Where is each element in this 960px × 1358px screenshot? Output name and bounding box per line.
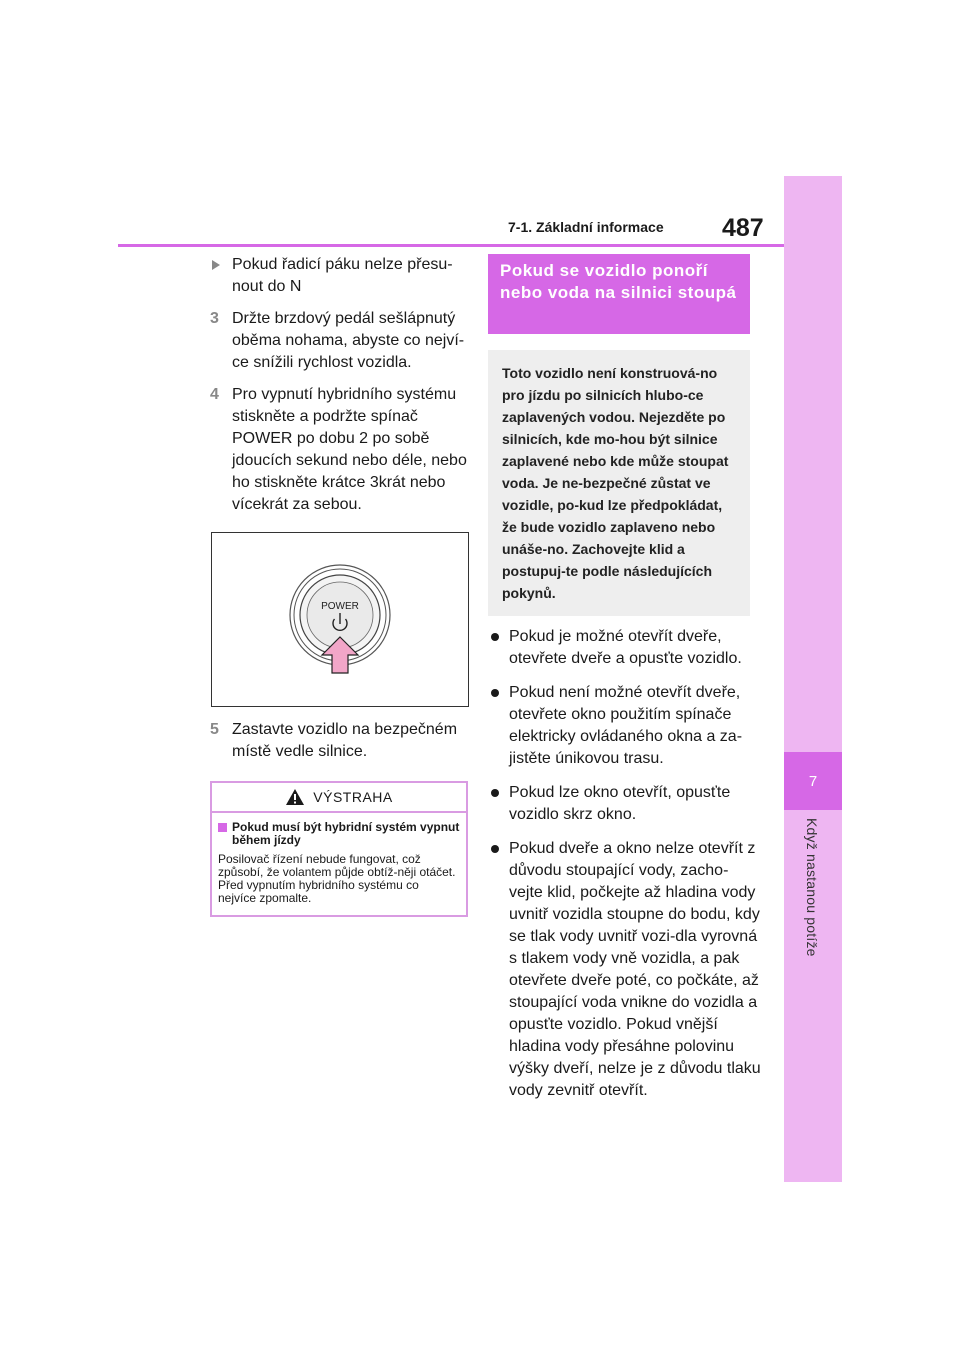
- chapter-number-tab[interactable]: 7: [784, 752, 842, 810]
- step-number: 3: [210, 310, 219, 327]
- bullet-item: [488, 838, 762, 1102]
- step-3: [210, 308, 472, 374]
- bullet-text: Pokud je možné otevřít dveře, otevřete dveře a opusťte vozidlo.: [509, 628, 742, 667]
- warning-subtitle: [218, 821, 460, 847]
- warning-subtitle-text: Pokud musí být hybridní systém vypnut během jízdy: [232, 820, 460, 847]
- side-tab: [784, 176, 842, 1182]
- sub-step: [210, 254, 472, 298]
- right-column: [488, 254, 762, 1114]
- warning-title: VÝSTRAHA: [313, 789, 393, 805]
- section-heading-box: Pokud se vozidlo ponoří nebo voda na silnici stoupá: [488, 254, 750, 334]
- bullet-item: [488, 682, 762, 770]
- warning-header: [212, 783, 466, 813]
- step-4: [210, 384, 472, 516]
- warning-icon: [285, 788, 305, 806]
- bullet-dot-icon: [491, 789, 499, 797]
- left-column: [210, 254, 472, 917]
- square-bullet-icon: [218, 823, 227, 832]
- page-number: 487: [722, 214, 764, 242]
- warning-box: [210, 781, 468, 917]
- bullet-dot-icon: [491, 633, 499, 641]
- chapter-title: Když nastanou potíže: [804, 818, 820, 957]
- bullet-text: Pokud není možné otevřít dveře, otevřete okno použitím spínače elektricky ovládaného okna a za-jistěte únikovou trasu.: [509, 684, 743, 767]
- bullet-text: Pokud dveře a okno nelze otevřít z důvodu stoupající vody, zacho-vejte klid, počkejte až hladina vody uvnitř vozidla stoupne do bodu, kdy se tlak vody uvnitř vozi-dla vyrovná s tlakem vody vně vozidla, a pak otevřete dveře poté, co počkáte, až stoupající voda vnikne do vozidla a opusťte vozidlo. Pokud vnější hladina vody přesáhne polovinu výšky dveří, nelze je z důvodu tlaku vody zevnitř otevřít.: [509, 840, 761, 1099]
- power-switch-illustration: [212, 533, 468, 706]
- step-number: 4: [210, 386, 219, 403]
- bullet-item: [488, 782, 762, 826]
- bullet-text: Pokud lze okno otevřít, opusťte vozidlo skrz okno.: [509, 784, 731, 823]
- warning-body: [212, 813, 466, 915]
- step-text: Zastavte vozidlo na bezpečném místě vedle silnice.: [232, 721, 458, 760]
- triangle-bullet-icon: [212, 260, 220, 270]
- bullet-item: [488, 626, 762, 670]
- power-label: POWER: [321, 601, 359, 612]
- warning-text: Posilovač řízení nebude fungovat, což způsobí, že volantem půjde obtíž-něji otáčet. Před vypnutím hybridního systému co nejvíce zpomalte.: [218, 852, 456, 905]
- bullet-dot-icon: [491, 689, 499, 697]
- step-text: Držte brzdový pedál sešlápnutý oběma nohama, abyste co nejví-ce snížili rychlost vozidla.: [232, 310, 465, 371]
- step-number: 5: [210, 721, 219, 738]
- section-title: 7-1. Základní informace: [508, 219, 664, 235]
- step-5: [210, 719, 472, 763]
- info-box: Toto vozidlo není konstruová-no pro jízdu po silnicích hlubo-ce zaplavených vodou. Nejezděte po silnicích, kde mo-hou být silnice zaplavené nebo kde může stoupat voda. Je ne-bezpečné zůstat ve vozidle, po-kud lze předpokládat, že bude vozidlo zaplaveno nebo unáše-no. Zachovejte klid a postupuj-te podle následujících pokynů.: [488, 350, 750, 616]
- sub-step-text: Pokud řadicí páku nelze přesu-nout do N: [232, 256, 453, 295]
- step-text: Pro vypnutí hybridního systému stiskněte a podržte spínač POWER po dobu 2 po sobě jdoucích sekund nebo déle, nebo ho stiskněte krátce 3krát nebo vícekrát za sebou.: [232, 386, 467, 513]
- bullet-dot-icon: [491, 845, 499, 853]
- header-divider: [118, 244, 784, 247]
- power-switch-figure: [211, 532, 469, 707]
